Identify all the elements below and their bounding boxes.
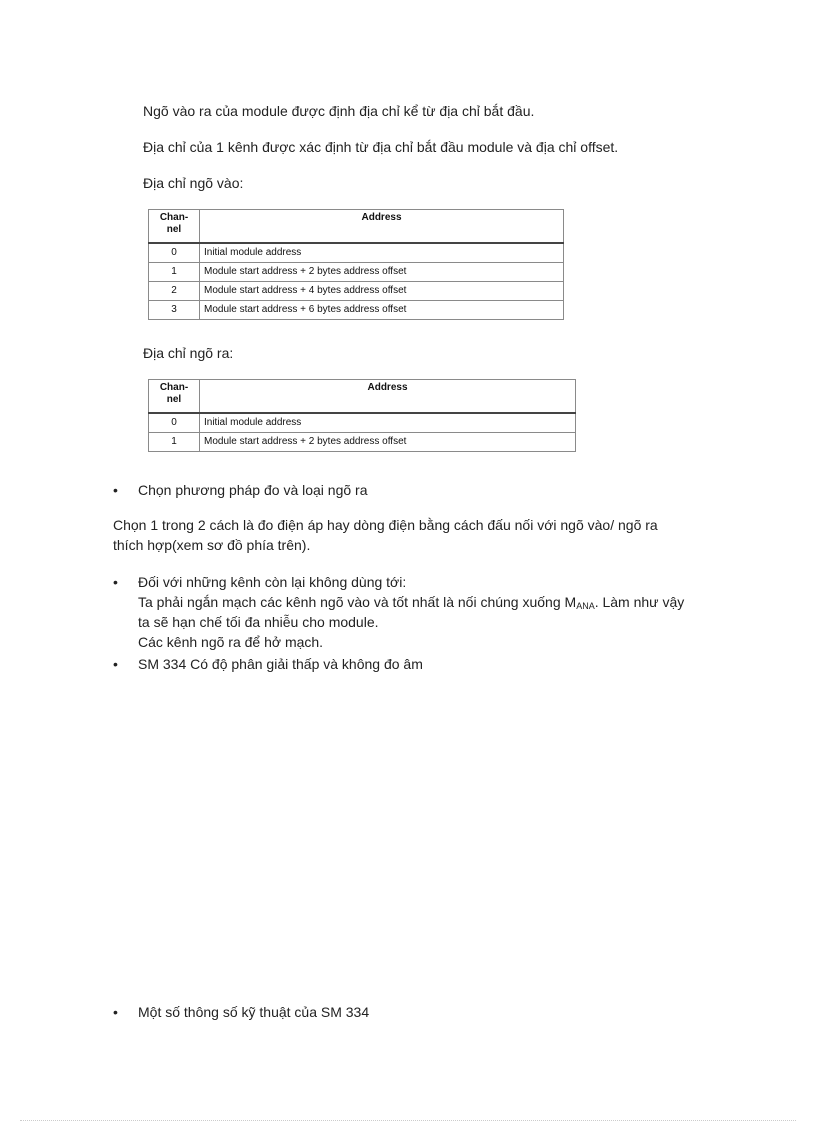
bullet-measurement-method: Chọn phương pháp đo và loại ngõ ra xyxy=(138,482,368,498)
address-cell: Initial module address xyxy=(200,413,576,433)
bullet-sm334-specs: Một số thông số kỹ thuật của SM 334 xyxy=(138,1004,370,1020)
bullet-icon: • xyxy=(113,1004,118,1020)
unused-channels-line-3: ta sẽ hạn chế tối đa nhiễu cho module. xyxy=(138,614,379,630)
table-row xyxy=(149,301,564,320)
bullet-unused-channels: Đối với những kênh còn lại không dùng tới: xyxy=(138,574,407,590)
bullet-icon: • xyxy=(113,482,118,498)
address-cell: Initial module address xyxy=(200,243,564,263)
unused-channels-line-4: Các kênh ngõ ra để hở mạch. xyxy=(138,634,324,650)
channel-cell: 0 xyxy=(149,413,200,433)
column-header-channel: Chan- nel xyxy=(149,380,200,414)
address-cell: Module start address + 4 bytes address offset xyxy=(200,282,564,301)
input-address-table xyxy=(148,209,564,320)
column-header-address: Address xyxy=(200,210,564,244)
table-row xyxy=(149,413,576,433)
channel-cell: 1 xyxy=(149,433,200,452)
channel-cell: 0 xyxy=(149,243,200,263)
intro-line-1: Ngõ vào ra của module được định địa chỉ kể từ địa chỉ bắt đầu. xyxy=(143,103,535,119)
table-header-row xyxy=(149,210,564,244)
address-cell: Module start address + 2 bytes address offset xyxy=(200,263,564,282)
intro-line-2: Địa chỉ của 1 kênh được xác định từ địa chỉ bắt đầu module và địa chỉ offset. xyxy=(143,139,619,155)
channel-cell: 2 xyxy=(149,282,200,301)
bullet-sm334-resolution: SM 334 Có độ phân giải thấp và không đo âm xyxy=(138,656,423,672)
input-address-heading: Địa chỉ ngõ vào: xyxy=(143,175,244,191)
column-header-channel: Chan- nel xyxy=(149,210,200,244)
table-row xyxy=(149,263,564,282)
unused-channels-line-2 xyxy=(138,592,684,612)
table-row xyxy=(149,243,564,263)
table-row xyxy=(149,282,564,301)
subscript-ana: ANA xyxy=(576,601,595,611)
output-address-heading: Địa chỉ ngõ ra: xyxy=(143,345,234,361)
channel-cell: 3 xyxy=(149,301,200,320)
unused-channels-text-end: . Làm như vậy xyxy=(594,594,685,610)
bullet-icon: • xyxy=(113,574,118,590)
unused-channels-text: Ta phải ngắn mạch các kênh ngõ vào và tốt nhất là nối chúng xuống M xyxy=(138,594,577,610)
bullet-icon: • xyxy=(113,656,118,672)
page-bottom-divider xyxy=(20,1120,796,1121)
channel-cell: 1 xyxy=(149,263,200,282)
address-cell: Module start address + 6 bytes address offset xyxy=(200,301,564,320)
address-cell: Module start address + 2 bytes address offset xyxy=(200,433,576,452)
table-row xyxy=(149,433,576,452)
paragraph-line-2: thích hợp(xem sơ đồ phía trên). xyxy=(113,537,311,553)
paragraph-line-1: Chọn 1 trong 2 cách là đo điện áp hay dòng điện bằng cách đấu nối với ngõ vào/ ngõ ra xyxy=(113,517,658,533)
column-header-address: Address xyxy=(200,380,576,414)
table-header-row xyxy=(149,380,576,414)
output-address-table xyxy=(148,379,576,452)
